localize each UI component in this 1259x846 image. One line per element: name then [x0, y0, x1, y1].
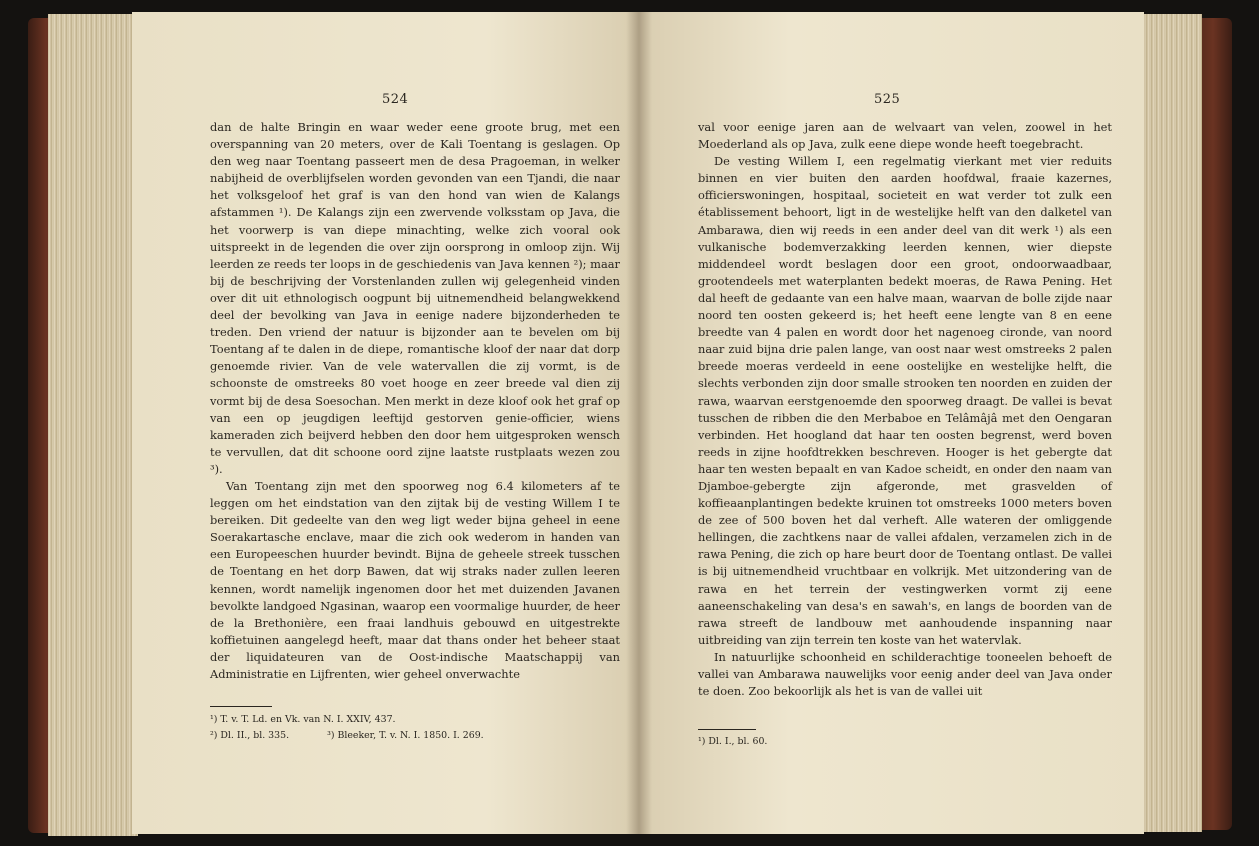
page-number: 524: [382, 92, 409, 107]
footnote: ³) Bleeker, T. v. N. I. 1850. I. 269.: [327, 729, 484, 741]
paragraph: In natuurlijke schoonheid en schilderachtige tooneelen behoeft de vallei van Ambarawa nauwelijks voor eenig ander deel van Java onder te doen. Zoo bekoorlijk als het is van de vallei uit: [698, 649, 1112, 699]
left-page-footnotes: [210, 712, 620, 743]
paragraph: De vesting Willem I, een regelmatig vierkant met vier reduits binnen en vier buiten den aarden hoofdwal, fraaie kazernes, officierswoningen, hospitaal, societeit en wat verder tot zulk een établissement behoort, ligt in de westelijke helft van den dalketel van Ambarawa, dien wij reeds in een ander deel van dit werk ¹) als een vulkanische bodemverzakking leerden kennen, wier diepste middendeel wordt beslagen door een groot, ondoorwaadbaar, grootendeels met waterplanten bedekt moeras, de Rawa Pening. Het dal heeft de gedaante van een halve maan, waarvan de bolle zijde naar noord ten oosten gekeerd is; het heeft eene lengte van 8 en eene breedte van 4 palen en wordt door het nagenoeg cironde, van noord naar zuid bijna drie palen lange, van oost naar west omstreeks 2 palen breede moeras verdeeld in eene oostelijke en westelijke helft, die slechts verbonden zijn door smalle strooken ten noorden en zuiden der rawa, waarvan eerstgenoemde den spoorweg draagt. De vallei is bevat tusschen de ribben die den Merbaboe en Telâmâjâ met den Oengaran verbinden. Het hoogland dat haar ten oosten begrenst, werd boven reeds in zijne hoofdtrekken beschreven. Hooger is het gebergte dat haar ten westen bepaalt en van Kadoe scheidt, en onder den naam van Djamboe-gebergte zijn afgeronde, met grasvelden of koffieaanplantingen bedekte kruinen tot omstreeks 1000 meters boven de zee of 500 boven het dal verheft. Alle wateren der omliggende hellingen, die zachtkens naar de vallei afdalen, verzamelen zich in de rawa Pening, die zich op hare beurt door de Toentang ontlast. De vallei is bij uitnemendheid vruchtbaar en volkrijk. Met uitzondering van de rawa en het terrein der vestingwerken vormt zij eene aaneenschakeling van desa's en sawah's, en langs de boorden van de rawa streeft de landbouw met aanhoudende inspanning naar uitbreiding van zijn terrein ten koste van het watervlak.: [698, 154, 1112, 647]
left-page: [132, 12, 638, 834]
paragraph: Van Toentang zijn met den spoorweg nog 6.4 kilometers af te leggen om het eindstation van den zijtak bij de vesting Willem I te bereiken. Dit gedeelte van den weg ligt weder bijna geheel in eene Soerakartasche enclave, maar die zich ook wederom in handen van een Europeeschen huurder bevindt. Bijna de geheele streek tusschen de Toentang en het dorp Bawen, dat wij straks nader zullen leeren kennen, wordt namelijk ingenomen door het met duizenden Javanen bevolkte landgoed Ngasinan, waarop een voormalige huurder, de heer de la Brethonière, een fraai landhuis gebouwd en uitgestrekte koffietuinen aangelegd heeft, maar dat thans onder het beheer staat der liquidateuren van de Oost-indische Maatschappij van Administratie en Lijfrenten, wier geheel onverwachte: [210, 478, 620, 681]
page-number: 525: [874, 92, 901, 107]
footnote: ²) Dl. II., bl. 335.: [210, 729, 290, 741]
left-page-body: [210, 119, 620, 683]
footnote-divider: [210, 706, 272, 707]
book-gutter: [626, 12, 652, 834]
paragraph: dan de halte Bringin en waar weder eene groote brug, met een overspanning van 20 meters, over de Kali Toentang is geslagen. Op den weg naar Toentang passeert men de desa Pragoeman, in welker nabijheid de overblijfselen worden gevonden van een Tjandi, die naar het volksgeloof het graf is van den hond van wien de Kalangs afstammen ¹). De Kalangs zijn een zwervende volksstam op Java, die het voorwerp is van diepe minachting, welke zich vooral ook uitspreekt in de legenden die over zijn oorsprong in omloop zijn. Wij leerden ze reeds ter loops in de geschiedenis van Java kennen ²); maar bij de beschrijving der Vorstenlanden zullen wij gelegenheid vinden over dit uit ethnologisch oogpunt bij uitnemendheid belangwekkend deel der bevolking van Java in eenige nadere bijzonderheden te treden. Den vriend der natuur is bijzonder aan te bevelen om bij Toentang af te dalen in de diepe, romantische kloof der naar dat dorp genoemde rivier. Van de vele watervallen die zij vormt, is de schoonste de omstreeks 80 voet hooge en zeer breede val dien zij vormt bij de desa Soesochan. Men merkt in deze kloof ook het graf op van een op jeugdigen leeftijd gestorven genie-officier, wiens kameraden zich beijverd hebben den door hem uitgesproken wensch te vervullen, dat dit schoone oord zijne laatste rustplaats wezen zou ³).: [210, 120, 620, 476]
right-page-body: [698, 119, 1112, 700]
footnote: ¹) T. v. T. Ld. en Vk. van N. I. XXIV, 437.: [210, 714, 396, 725]
footnote-divider: [698, 729, 756, 730]
page-edges-left: [48, 14, 138, 836]
paragraph: val voor eenige jaren aan de welvaart van velen, zoowel in het Moederland als op Java, zulk eene diepe wonde heeft toegebracht.: [698, 120, 1112, 152]
right-page-footnotes: [698, 734, 1108, 750]
page-edges-right: [1140, 14, 1202, 832]
right-page: [638, 12, 1144, 834]
footnote: ¹) Dl. I., bl. 60.: [698, 736, 768, 747]
footnote-line: [210, 728, 620, 744]
